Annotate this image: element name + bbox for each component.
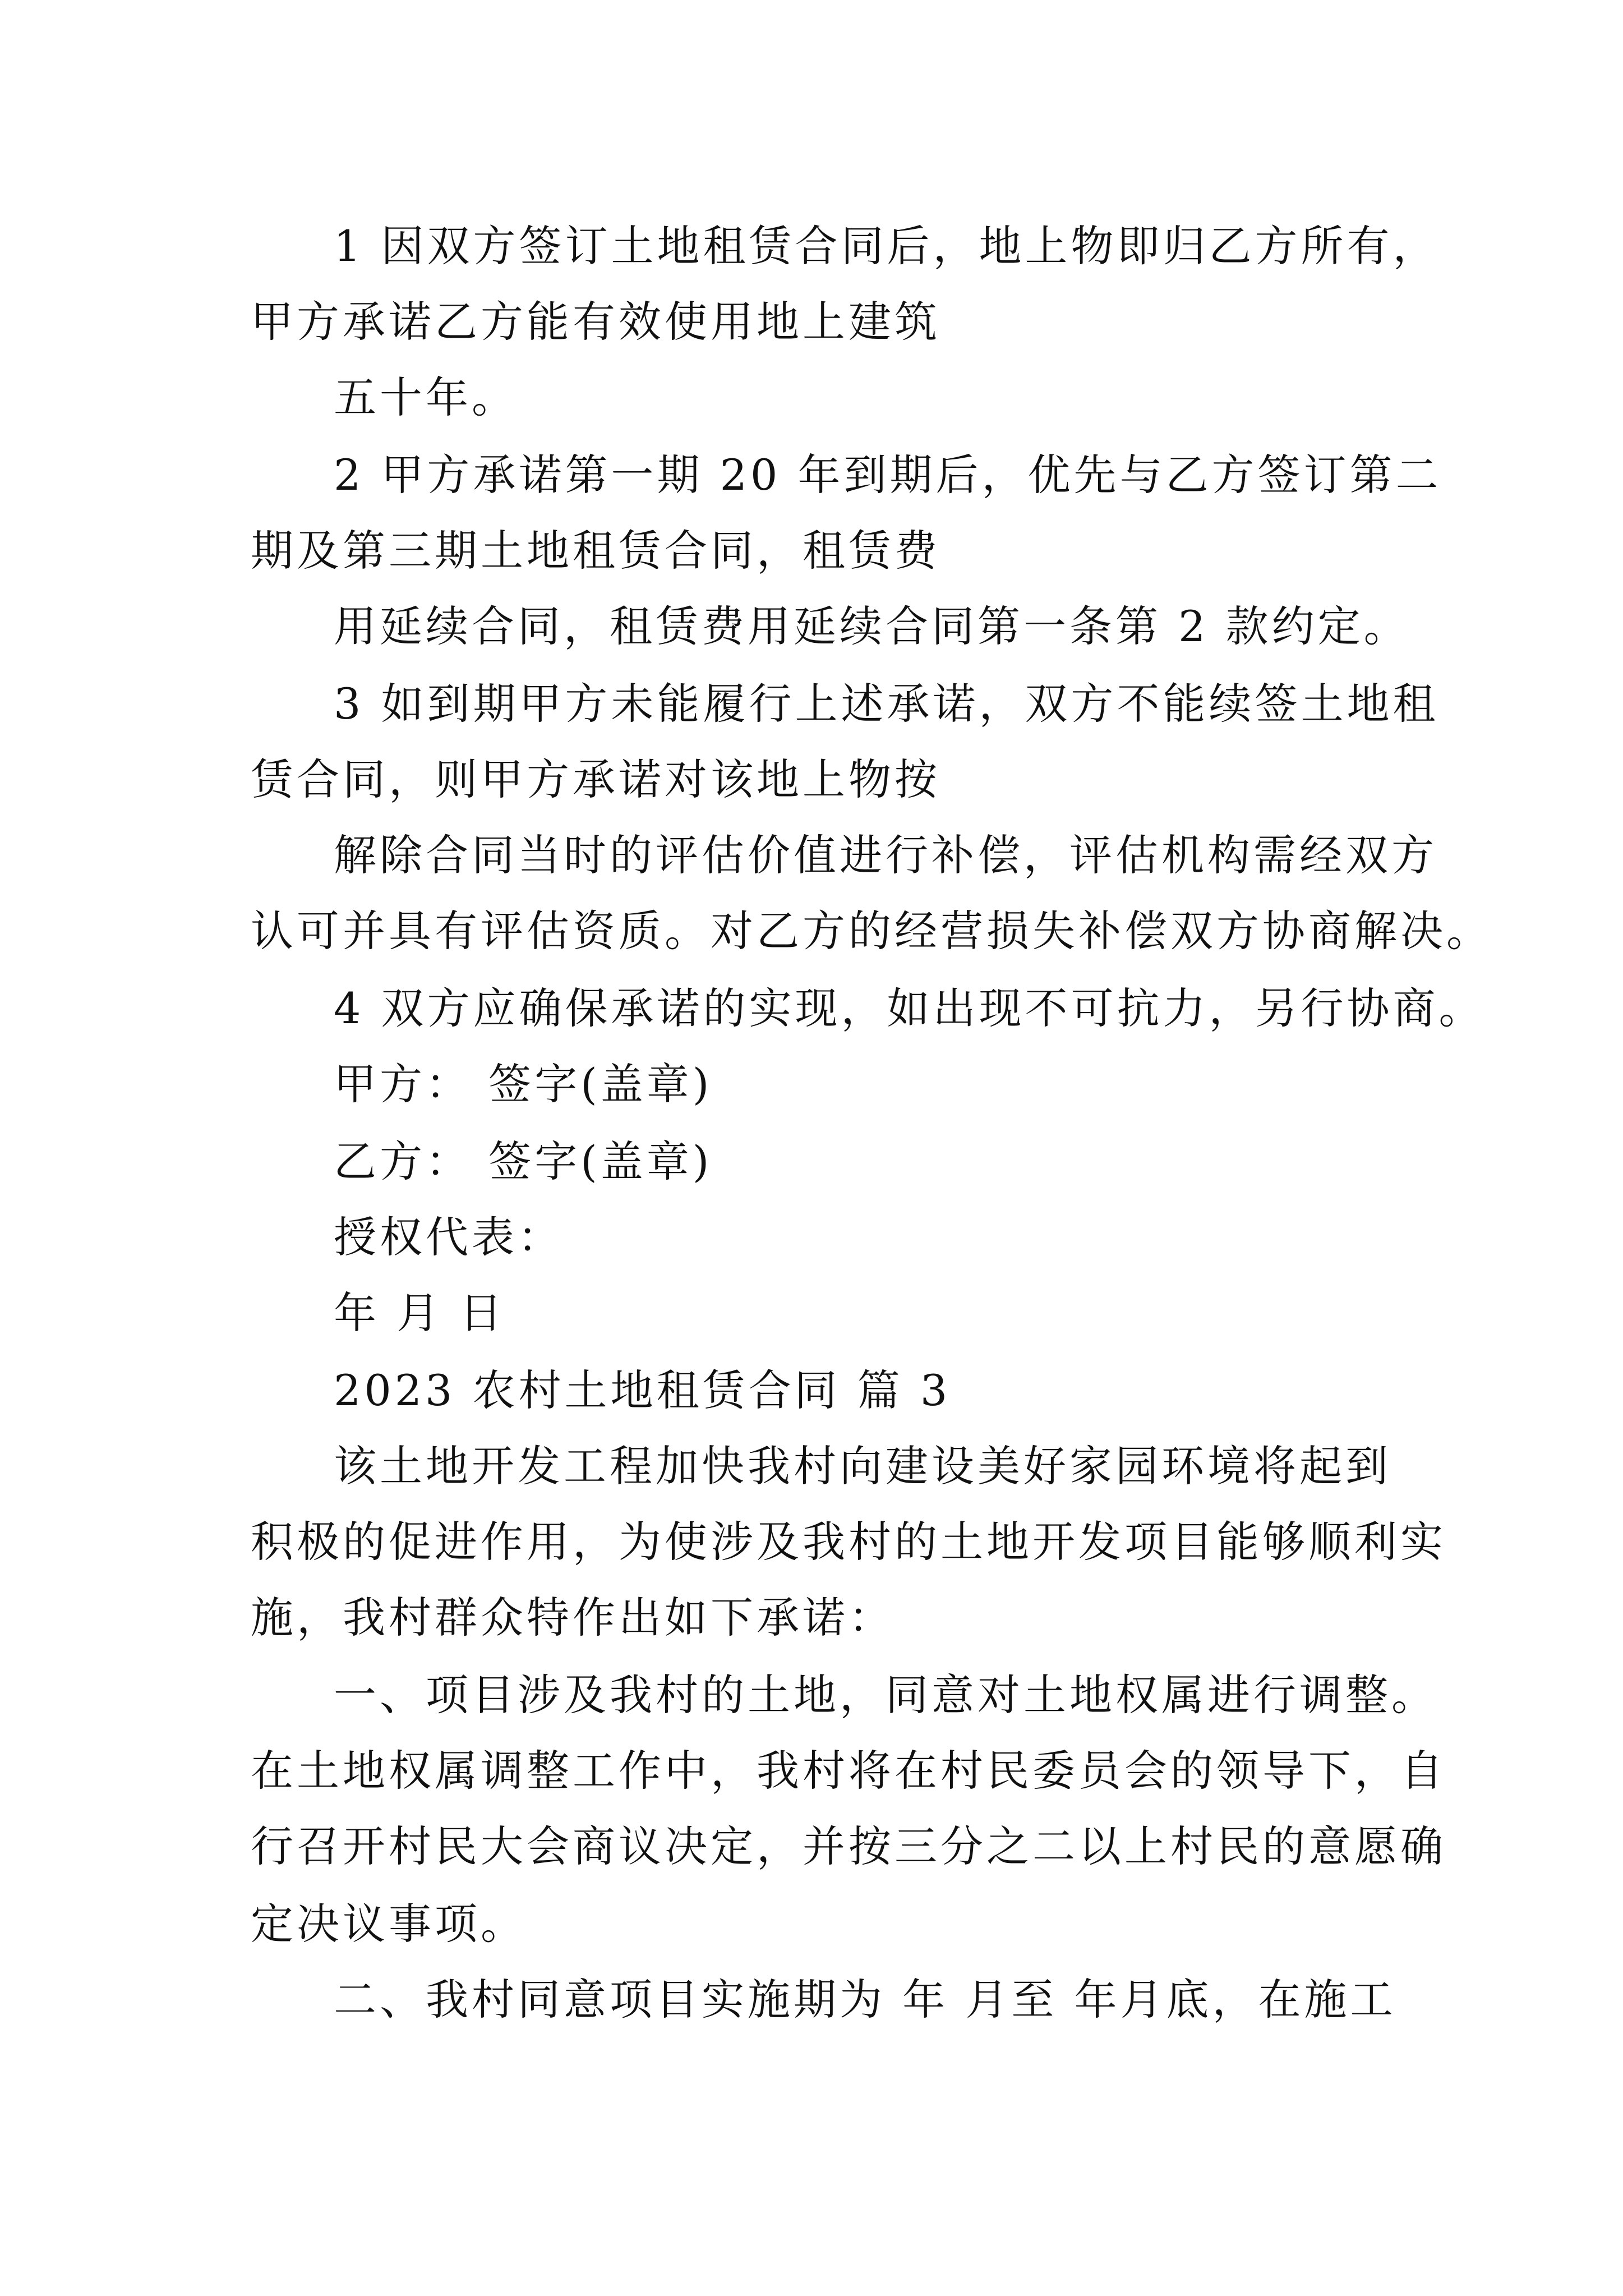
text-line: 甲方： 签字(盖章) <box>334 1059 713 1109</box>
text-line: 定决议事项。 <box>251 1899 527 1949</box>
text-line: 赁合同，则甲方承诺对该地上物按 <box>251 754 940 804</box>
text-line: 该土地开发工程加快我村向建设美好家园环境将起到 <box>334 1441 1391 1491</box>
text-line: 解除合同当时的评估价值进行补偿，评估机构需经双方 <box>334 830 1437 880</box>
text-line: 期及第三期土地租赁合同，租赁费 <box>251 526 940 576</box>
text-line: 五十年。 <box>334 372 518 422</box>
text-line: 施，我村群众特作出如下承诺： <box>251 1593 895 1642</box>
text-line: 认可并具有评估资质。对乙方的经营损失补偿双方协商解决。 <box>251 906 1492 956</box>
text-line: 3 如到期甲方未能履行上述承诺，双方不能续签土地租 <box>334 679 1439 729</box>
text-line: 1 因双方签订土地租赁合同后，地上物即归乙方所有， <box>334 221 1439 271</box>
text-line: 积极的促进作用，为使涉及我村的土地开发项目能够顺利实 <box>251 1517 1446 1567</box>
text-line: 授权代表： <box>334 1212 564 1262</box>
text-line: 一、项目涉及我村的土地，同意对土地权属进行调整。 <box>334 1670 1437 1720</box>
text-line: 2 甲方承诺第一期 20 年到期后，优先与乙方签订第二 <box>334 450 1442 500</box>
text-line: 甲方承诺乙方能有效使用地上建筑 <box>251 297 940 347</box>
text-line: 行召开村民大会商议决定，并按三分之二以上村民的意愿确 <box>251 1821 1446 1871</box>
section-heading: 2023 农村土地租赁合同 篇 3 <box>334 1365 951 1415</box>
text-line: 4 双方应确保承诺的实现，如出现不可抗力，另行协商。 <box>334 983 1485 1033</box>
text-line: 乙方： 签字(盖章) <box>334 1137 713 1186</box>
text-line: 用延续合同，租赁费用延续合同第一条第 2 款约定。 <box>334 601 1410 651</box>
text-line: 在土地权属调整工作中，我村将在村民委员会的领导下，自 <box>251 1746 1446 1796</box>
text-line: 二、我村同意项目实施期为 年 月至 年月底，在施工 <box>334 1975 1396 2024</box>
text-line: 年 月 日 <box>334 1288 506 1338</box>
